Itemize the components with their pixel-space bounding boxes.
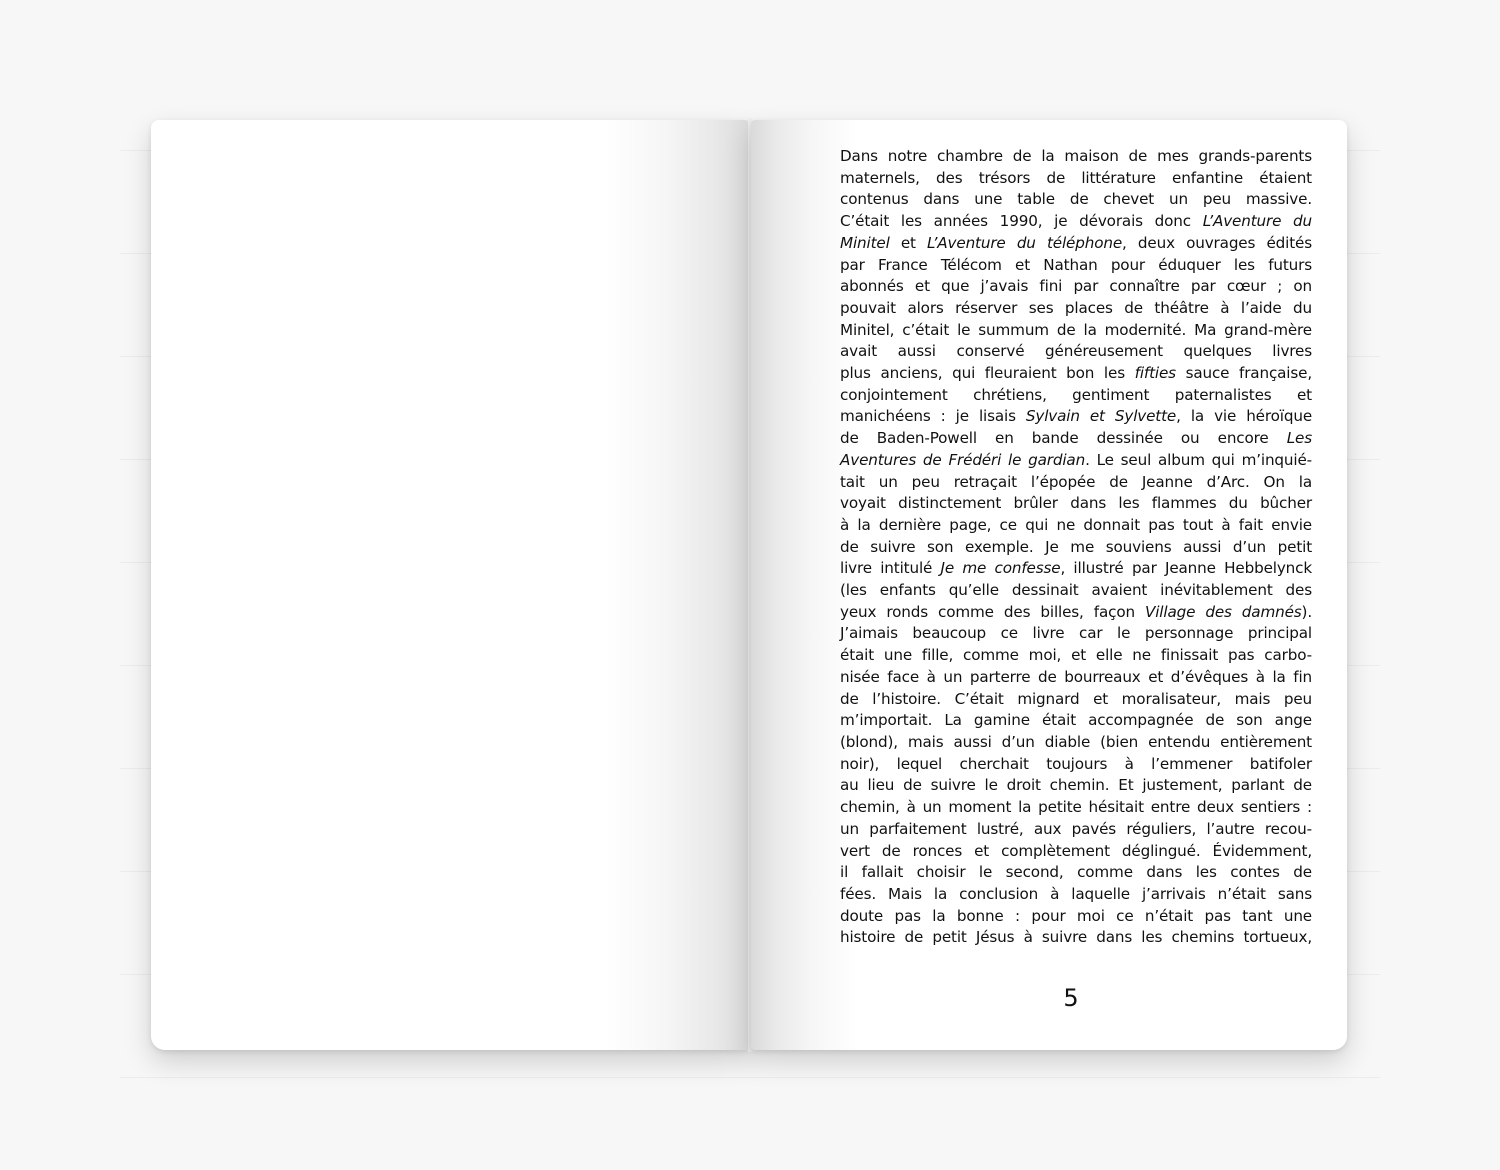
text-line: de suivre son exemple. Je me souviens aussi d’un petit [840,537,1312,556]
text-line: tait un peu retraçait l’épopée de Jeanne d’Arc. On la [840,472,1312,491]
text-line: (blond), mais aussi d’un diable (bien entendu entièrement [840,732,1312,751]
book-title: Aventures de Frédéri le gardian [840,450,1086,469]
text-line: de l’histoire. C’était mignard et moralisateur, mais peu [840,689,1312,708]
text-line: J’aimais beaucoup ce livre car le personnage principal [840,624,1312,643]
text-line: au lieu de suivre le droit chemin. Et justement, parlant de [840,776,1312,795]
text-line: voyait distinctement brûler dans les flammes du bûcher [840,494,1312,513]
text-line: Minitel et L’Aventure du téléphone, deux ouvrages édités [840,233,1312,252]
text-line: histoire de petit Jésus à suivre dans les chemins tortueux, [840,928,1312,947]
film-title: Village des damnés [1145,602,1302,621]
text-line: chemin, à un moment la petite hésitait entre deux sentiers : [840,798,1312,817]
text-line: pouvait alors réserver ses places de théâtre à l’aide du [840,298,1312,317]
emphasis-word: fifties [1134,364,1176,383]
text-line: un parfaitement lustré, aux pavés réguliers, l’autre recou- [840,819,1312,838]
text-line: livre intitulé Je me confesse, illustré par Jeanne Hebbelynck [840,559,1312,578]
book-title: Sylvain et Sylvette [1025,407,1177,426]
page-stack-edge [120,1077,1380,1078]
text-line: vert de ronces et complètement déglingué. Évidemment, [840,841,1312,860]
text-line: fées. Mais la conclusion à laquelle j’arrivais n’était sans [840,884,1312,903]
text-line: (les enfants qu’elle dessinait avaient inévitablement des [840,581,1312,600]
text-line: m’importait. La gamine était accompagnée de son ange [840,711,1312,730]
text-line: yeux ronds comme des billes, façon Village des damnés). [840,602,1312,621]
left-page [151,120,749,1050]
body-text [840,146,1312,949]
text-line: abonnés et que j’avais fini par connaître par cœur ; on [840,277,1312,296]
text-line: Aventures de Frédéri le gardian. Le seul album qui m’inquié- [840,450,1312,469]
book-title: Minitel [840,233,890,252]
text-line: à la dernière page, ce qui ne donnait pas tout à fait envie [840,515,1312,534]
page-number: 5 [1063,984,1079,1012]
text-line: doute pas la bonne : pour moi ce n’était pas tant une [840,906,1312,925]
book-title: L’Aventure du téléphone [927,233,1123,252]
text-line: avait aussi conservé généreusement quelques livres [840,342,1312,361]
text-line: noir), lequel cherchait toujours à l’emmener batifoler [840,754,1312,773]
text-line: était une fille, comme moi, et elle ne finissait pas carbo- [840,646,1312,665]
text-line: maternels, des trésors de littérature enfantine étaient [840,168,1312,187]
text-line: Dans notre chambre de la maison de mes grands-parents [840,147,1312,165]
book-title: Je me confesse [940,559,1061,578]
text-line: il fallait choisir le second, comme dans les contes de [840,863,1312,882]
text-line: C’était les années 1990, je dévorais donc L’Aventure du [840,212,1313,231]
text-line: par France Télécom et Nathan pour éduquer les futurs [840,255,1312,274]
right-page [751,120,1347,1050]
text-line: manichéens : je lisais Sylvain et Sylvette, la vie héroïque [840,407,1313,426]
text-line: contenus dans une table de chevet un peu massive. [840,190,1312,209]
text-line: de Baden-Powell en bande dessinée ou encore Les [840,429,1312,448]
book-title: L’Aventure du [1202,212,1313,231]
text-line: conjointement chrétiens, gentiment paternalistes et [840,385,1312,404]
text-line: plus anciens, qui fleuraient bon les fifties sauce française, [840,364,1312,383]
text-line: Minitel, c’était le summum de la modernité. Ma grand-mère [840,320,1312,339]
book-title: Les [1286,429,1312,448]
text-line: nisée face à un parterre de bourreaux et d’évêques à la fin [840,667,1312,686]
